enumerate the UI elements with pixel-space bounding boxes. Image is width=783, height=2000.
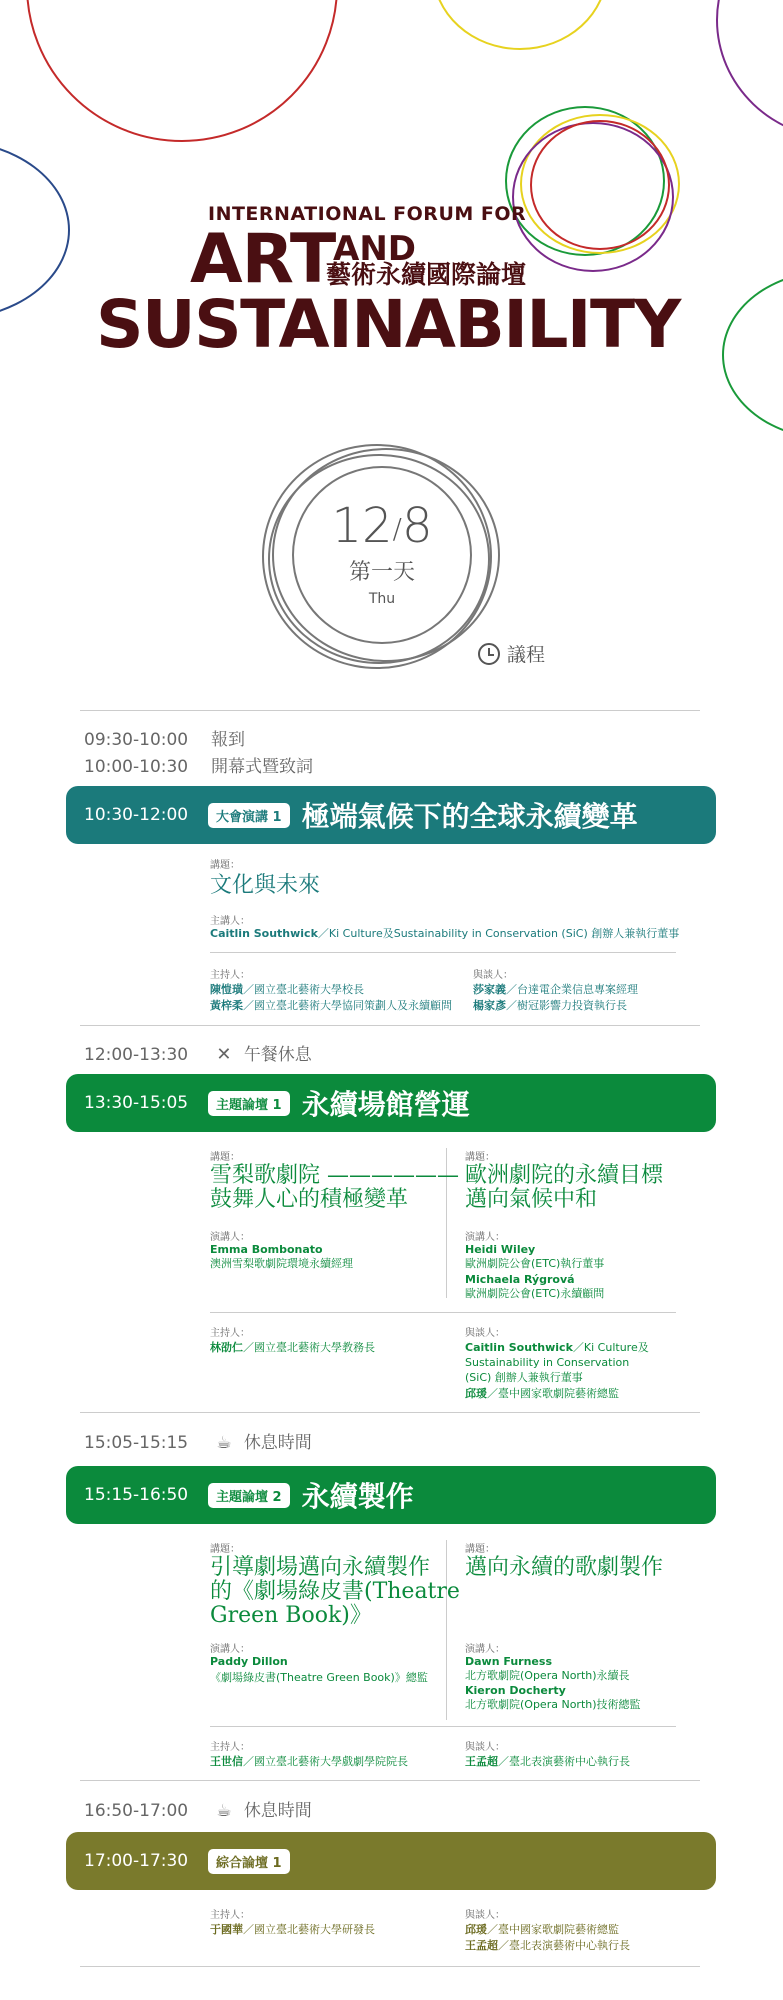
title-sustainability: SUSTAINABILITY [96, 286, 680, 363]
panelist-1: Caitlin Southwick／Ki Culture及 [465, 1341, 649, 1354]
row-time: 15:05-15:15 [84, 1433, 189, 1453]
inner-divider [210, 1312, 676, 1313]
date-ring-4 [292, 466, 472, 644]
speaker-name: Emma Bombonato [210, 1243, 323, 1256]
panelist-1: 莎家義／台達電企業信息專案經理 [473, 983, 638, 996]
session-time: 13:30-15:05 [84, 1093, 189, 1113]
panelist-1-role: (SiC) 創辦人兼執行董事 [465, 1371, 583, 1384]
host-1: 陳愷璜／國立臺北藝術大學校長 [210, 983, 364, 996]
speaker-role: 北方歌劇院(Opera North)技術總監 [465, 1698, 641, 1711]
title-art: ART [190, 220, 336, 299]
clock-icon [478, 643, 500, 665]
inner-divider [210, 1726, 676, 1727]
host-1: 王世信／國立臺北藝術大學戲劇學院院長 [210, 1755, 408, 1768]
row-lunch [84, 1040, 312, 1065]
session-title: 永續製作 [301, 1480, 414, 1513]
weekday-label: Thu [368, 591, 396, 607]
speaker-name: Michaela Rýgrová [465, 1273, 575, 1286]
topic-label: 講題： [465, 1544, 495, 1555]
host-label: 主持人： [210, 1742, 250, 1753]
topic-label: 講題： [210, 860, 240, 871]
host-label: 主持人： [210, 970, 250, 981]
speaker-name: Dawn Furness [465, 1655, 552, 1668]
logo-ring-red [530, 120, 670, 250]
speaker-label: 演講人： [465, 1644, 505, 1655]
topic-title: 文化與未來 [210, 873, 321, 898]
speaker-role: 《劇場綠皮書(Theatre Green Book)》總監 [210, 1671, 428, 1684]
divider [80, 1412, 700, 1413]
session-1-band [66, 786, 716, 844]
row-text: 休息時間 [243, 1801, 312, 1821]
row-break-2 [84, 1796, 312, 1821]
blue-circle [0, 140, 70, 320]
title-and: AND [333, 229, 416, 269]
hero-decoration [0, 0, 783, 380]
day-label: 第一天 [348, 560, 415, 585]
panel-label: 與談人： [465, 1328, 505, 1339]
session-tag: 大會演講 1 [208, 803, 290, 828]
row-text: 報到 [211, 730, 245, 750]
host-1: 林劭仁／國立臺北藝術大學教務長 [210, 1341, 375, 1354]
agenda-label: 議程 [507, 644, 546, 666]
session-time: 15:15-16:50 [84, 1485, 189, 1505]
speaker-label: 演講人： [210, 1644, 250, 1655]
row-time: 09:30-10:00 [84, 730, 189, 750]
utensils-icon: ✕ [216, 1044, 232, 1065]
date-badge [262, 444, 502, 669]
speaker-label: 演講人： [210, 1232, 250, 1243]
panelist-1-role: Sustainability in Conservation [465, 1356, 630, 1369]
panelist-2: 楊家彥／樹冠影響力投資執行長 [473, 999, 627, 1012]
topic-right-1: 歐洲劇院的永續目標 [465, 1163, 664, 1188]
row-opening [84, 752, 313, 777]
host-label: 主持人： [210, 1910, 250, 1921]
row-time: 12:00-13:30 [84, 1045, 189, 1065]
speaker-name: Kieron Docherty [465, 1684, 566, 1697]
session-2-band [66, 1074, 716, 1132]
yellow-circle [432, 0, 608, 50]
date-number: 12/8 [331, 498, 433, 554]
speaker-role: 北方歌劇院(Opera North)永續長 [465, 1669, 630, 1682]
panelist-2: 邱瑗／臺中國家歌劇院藝術總監 [465, 1387, 619, 1400]
divider [80, 1780, 700, 1781]
panelist-1: 王孟超／臺北表演藝術中心執行長 [465, 1755, 630, 1768]
topic-label: 講題： [465, 1152, 495, 1163]
row-text: 午餐休息 [243, 1045, 312, 1065]
row-text: 休息時間 [243, 1433, 312, 1453]
session-tag: 主題論壇 1 [208, 1091, 290, 1116]
coffee-cup-icon: ☕ [216, 1801, 232, 1821]
panel-label: 與談人： [465, 1742, 505, 1753]
panelist-2: 王孟超／臺北表演藝術中心執行長 [465, 1939, 630, 1952]
row-time: 10:00-10:30 [84, 757, 189, 777]
green-circle [722, 270, 783, 440]
row-text: 開幕式暨致詞 [211, 757, 313, 777]
panelist-1: 邱瑗／臺中國家歌劇院藝術總監 [465, 1923, 619, 1936]
session-title: 永續場館營運 [301, 1088, 470, 1121]
host-1: 于國華／國立臺北藝術大學研發長 [210, 1923, 375, 1936]
coffee-cup-icon: ☕ [216, 1433, 232, 1453]
agenda-heading [478, 640, 545, 667]
panel-label: 與談人： [473, 970, 513, 981]
row-time: 16:50-17:00 [84, 1801, 189, 1821]
topic-right-1: 邁向永續的歌劇製作 [465, 1555, 664, 1580]
column-divider [446, 1540, 447, 1720]
speaker-name: Paddy Dillon [210, 1655, 288, 1668]
topic-label: 講題： [210, 1544, 240, 1555]
speaker-role: 歐洲劇院公會(ETC)永續顧問 [465, 1287, 605, 1300]
session-tag: 主題論壇 2 [208, 1483, 290, 1508]
topic-left-2: 鼓舞人心的積極變革 [210, 1187, 409, 1212]
panel-label: 與談人： [465, 1910, 505, 1921]
session-time: 10:30-12:00 [84, 805, 189, 825]
purple-circle [716, 0, 783, 140]
session-4-band [66, 1832, 716, 1890]
speaker-label: 演講人： [465, 1232, 505, 1243]
row-registration [84, 725, 245, 750]
red-circle [26, 0, 338, 142]
inner-divider [210, 952, 676, 953]
host-2: 黃梓柔／國立臺北藝術大學協同策劃人及永續顧問 [210, 999, 452, 1012]
divider [80, 1025, 700, 1026]
title-line1: INTERNATIONAL FORUM FOR [208, 203, 527, 225]
topic-left-3: Green Book)》 [210, 1603, 372, 1628]
speaker-role: 澳洲雪梨歌劇院環境永續經理 [210, 1257, 353, 1270]
session-3-band [66, 1466, 716, 1524]
session-time: 17:00-17:30 [84, 1851, 189, 1871]
session-title: 極端氣候下的全球永續變革 [301, 800, 638, 833]
speaker-name: Heidi Wiley [465, 1243, 536, 1256]
divider [80, 1966, 700, 1967]
host-label: 主持人： [210, 1328, 250, 1339]
topic-left-1: 雪梨歌劇院 —————— [210, 1163, 459, 1188]
session-tag: 綜合論壇 1 [208, 1849, 290, 1874]
topic-left-2: 的《劇場綠皮書(Theatre [210, 1579, 460, 1604]
speaker-role: 歐洲劇院公會(ETC)執行董事 [465, 1257, 605, 1270]
topic-left-1: 引導劇場邁向永續製作 [210, 1555, 431, 1580]
title-chinese: 藝術永續國際論壇 [326, 260, 527, 289]
topic-label: 講題： [210, 1152, 240, 1163]
speaker-label: 主講人： [210, 916, 250, 927]
topic-right-2: 邁向氣候中和 [465, 1187, 598, 1212]
divider [80, 710, 700, 711]
speaker-line: Caitlin Southwick／Ki Culture及Sustainability in Conservation (SiC) 創辦人兼執行董事 [210, 927, 680, 940]
row-break-1 [84, 1428, 312, 1453]
